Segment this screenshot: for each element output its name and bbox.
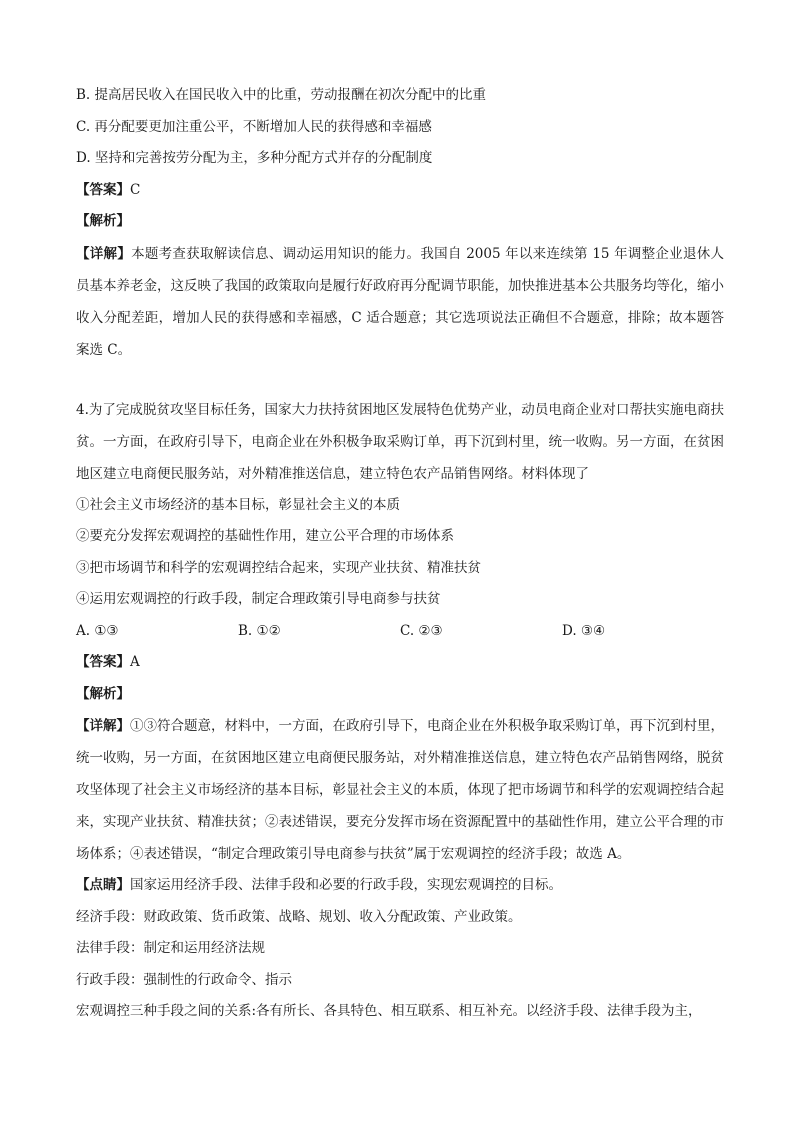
option-text: D. 坚持和完善按劳分配为主，多种分配方式并存的分配制度: [76, 150, 433, 167]
q4-answer: [76, 647, 724, 679]
item-text: ④运用宏观调控的行政手段，制定合理政策引导电商参与扶贫: [76, 591, 441, 608]
q4-detail: [76, 710, 724, 870]
q4-note-line-2: [76, 933, 724, 965]
q4-analysis: [76, 679, 724, 711]
option-a: A. ①③: [76, 623, 119, 640]
analysis-tag: 【解析】: [76, 685, 130, 702]
q4-item-1: [76, 490, 724, 522]
item-text: ①社会主义市场经济的基本目标，彰显社会主义的本质: [76, 496, 400, 513]
note-line: 经济手段：财政政策、货币政策、战略、规划、收入分配政策、产业政策。: [76, 908, 522, 925]
note-tag: 【点睛】: [76, 877, 130, 894]
q3-analysis: [76, 206, 724, 238]
q3-option-c: [76, 112, 724, 144]
answer-tag: 【答案】: [76, 654, 130, 671]
q4-item-2: [76, 521, 724, 553]
q3-option-d: [76, 143, 724, 175]
item-text: ②要充分发挥宏观调控的基础性作用，建立公平合理的市场体系: [76, 528, 454, 545]
q4-note: [76, 870, 724, 902]
q4-note-line-1: [76, 902, 724, 934]
detail-tag: 【详解】: [76, 718, 130, 734]
q4-options: [76, 616, 724, 648]
option-text: B. 提高居民收入在国民收入中的比重，劳动报酬在初次分配中的比重: [76, 87, 487, 104]
option-text: C. 再分配要更加注重公平，不断增加人民的获得感和幸福感: [76, 118, 432, 135]
option-d: D. ③④: [562, 623, 606, 640]
q4-item-4: [76, 584, 724, 616]
detail-text: ①③符合题意，材料中，一方面，在政府引导下，电商企业在外积极争取采购订单，再下沉到村里，统一收购，另一方面，在贫困地区建立电商便民服务站，对外精准推送信息，建立特色农产品销售网络，脱贫攻坚体现了社会主义市场经济的基本目标，彰显社会主义的本质，体现了把市场调节和科学的宏观调控结合起来，实现产业扶贫、精准扶贫；②表述错误，要充分发挥市场在资源配置中的基础性作用，建立公平合理的市场体系；④表述错误，“制定合理政策引导电商参与扶贫”属于宏观调控的经济手段；故选 A。: [76, 718, 724, 862]
option-c: C. ②③: [400, 623, 443, 640]
q3-option-b: [76, 80, 724, 112]
note-text: 国家运用经济手段、法律手段和必要的行政手段，实现宏观调控的目标。: [130, 877, 562, 894]
q3-detail: [76, 238, 724, 366]
document-page: [76, 80, 724, 1028]
answer-value: A: [130, 654, 140, 671]
analysis-tag: 【解析】: [76, 213, 130, 230]
detail-tag: 【详解】: [76, 245, 132, 262]
q4-note-line-4: [76, 996, 724, 1028]
q4-stem: 4.为了完成脱贫攻坚目标任务，国家大力扶持贫困地区发展特色优势产业，动员电商企业对口帮扶实施电商扶贫。一方面，在政府引导下，电商企业在外积极争取采购订单，再下沉到村里，统一收购。另一方面，在贫困地区建立电商便民服务站，对外精准推送信息，建立特色农产品销售网络。材料体现了: [76, 401, 724, 482]
q4-note-line-3: [76, 965, 724, 997]
option-b: B. ①②: [238, 623, 281, 640]
note-line: 宏观调控三种手段之间的关系:各有所长、各具特色、相互联系、相互补充。以经济手段、法律手段为主，: [76, 1003, 702, 1020]
q3-answer: [76, 175, 724, 207]
note-line: 行政手段：强制性的行政命令、指示: [76, 971, 292, 988]
note-line: 法律手段：制定和运用经济法规: [76, 940, 265, 957]
detail-text: 本题考查获取解读信息、调动运用知识的能力。我国自 2005 年以来连续第 15 年调整企业退休人员基本养老金，这反映了我国的政策取向是履行好政府再分配调节职能，加快推进基本公共服务均等化，缩小收入分配差距，增加人民的获得感和幸福感，C 适合题意；其它选项说法正确但不合题意，排除；故本题答案选 C。: [76, 245, 724, 358]
answer-tag: 【答案】: [76, 181, 130, 198]
section-gap: [76, 366, 724, 394]
q4-item-3: [76, 553, 724, 585]
answer-value: C: [130, 181, 141, 198]
item-text: ③把市场调节和科学的宏观调控结合起来，实现产业扶贫、精准扶贫: [76, 559, 481, 576]
